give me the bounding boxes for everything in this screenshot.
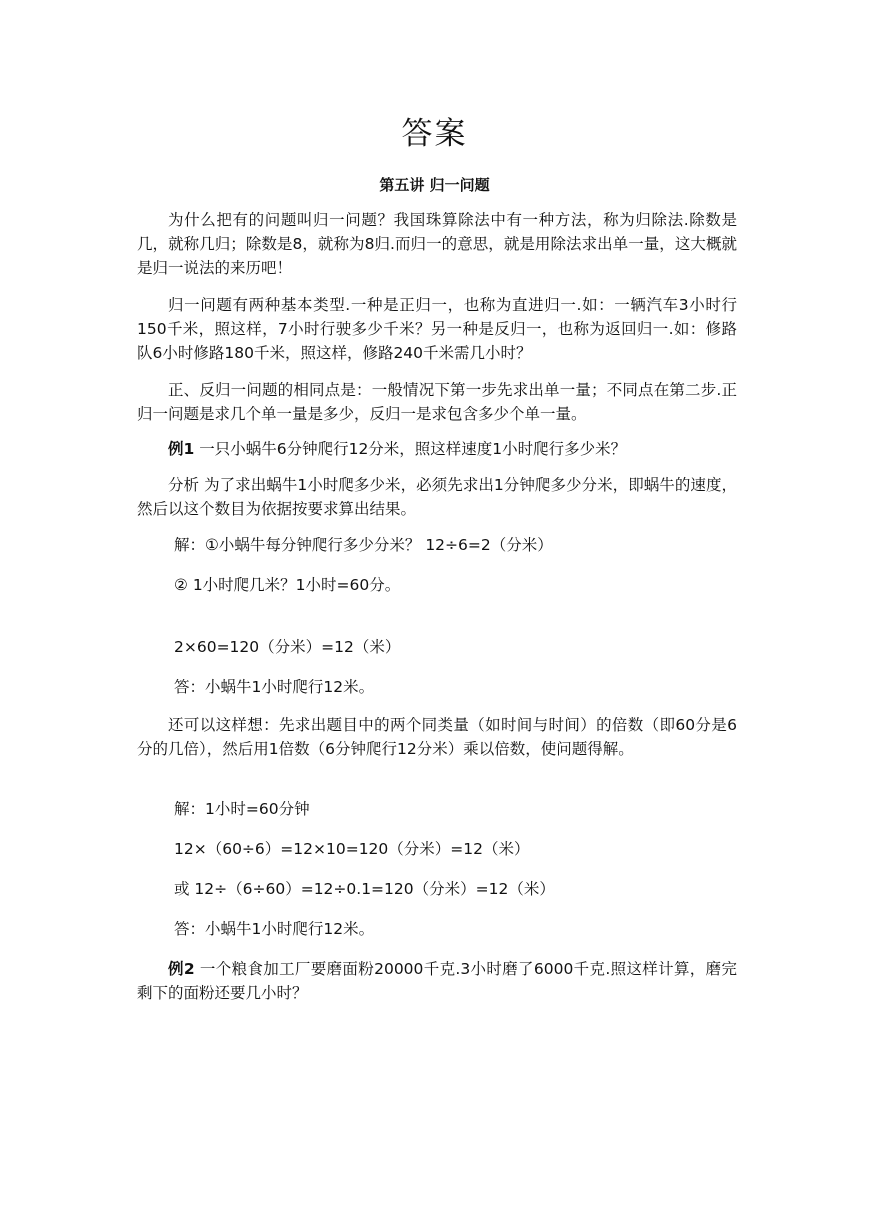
example1-alternative: 还可以这样想：先求出题目中的两个同类量（如时间与时间）的倍数（即60分是6分的几倍），然后用1倍数（6分钟爬行12分米）乘以倍数，使问题得解。 bbox=[137, 716, 737, 758]
intro-paragraph-3: 正、反归一问题的相同点是：一般情况下第一步先求出单一量；不同点在第二步.正归一问题是求几个单一量是多少，反归一是求包含多少个单一量。 bbox=[137, 381, 737, 423]
intro-paragraph-2: 归一问题有两种基本类型.一种是正归一，也称为直进归一.如：一辆汽车3小时行150千米，照这样，7小时行驶多少千米？另一种是反归一，也称为返回归一.如：修路队6小时修路180千米，照这样，修路240千米需几小时？ bbox=[137, 296, 737, 362]
example2-text: 一个粮食加工厂要磨面粉20000千克.3小时磨了6000千克.照这样计算，磨完剩下的面粉还要几小时？ bbox=[137, 960, 737, 1002]
lesson-title: 第五讲 归一问题 bbox=[379, 176, 490, 194]
example1-calc: 2×60=120（分米）=12（米） bbox=[174, 638, 401, 656]
example1-alt-step3: 或 12÷（6÷60）=12÷0.1=120（分米）=12（米） bbox=[174, 880, 555, 898]
example1-alt-step1: 解：1小时=60分钟 bbox=[174, 800, 310, 818]
example1-alt-step2: 12×（60÷6）=12×10=120（分米）=12（米） bbox=[174, 840, 530, 858]
example1-step2: ② 1小时爬几米？1小时=60分。 bbox=[174, 576, 401, 594]
page-title: 答案 bbox=[401, 116, 468, 152]
example2-label: 例2 bbox=[168, 960, 195, 978]
intro-paragraph-1: 为什么把有的问题叫归一问题？我国珠算除法中有一种方法，称为归除法.除数是几，就称几归；除数是8，就称为8归.而归一的意思，就是用除法求出单一量，这大概就是归一说法的来历吧！ bbox=[137, 211, 737, 277]
example1-label: 例1 bbox=[168, 440, 195, 458]
example1-question bbox=[137, 437, 737, 461]
example2-question bbox=[137, 957, 737, 1005]
example1-alt-answer: 答：小蜗牛1小时爬行12米。 bbox=[174, 920, 375, 938]
example1-step1: 解：①小蜗牛每分钟爬行多少分米？ 12÷6=2（分米） bbox=[174, 536, 553, 554]
example1-answer: 答：小蜗牛1小时爬行12米。 bbox=[174, 678, 375, 696]
example1-text: 一只小蜗牛6分钟爬行12分米，照这样速度1小时爬行多少米？ bbox=[194, 440, 627, 458]
example1-analysis: 分析 为了求出蜗牛1小时爬多少米，必须先求出1分钟爬多少分米，即蜗牛的速度，然后以这个数目为依据按要求算出结果。 bbox=[137, 476, 737, 518]
